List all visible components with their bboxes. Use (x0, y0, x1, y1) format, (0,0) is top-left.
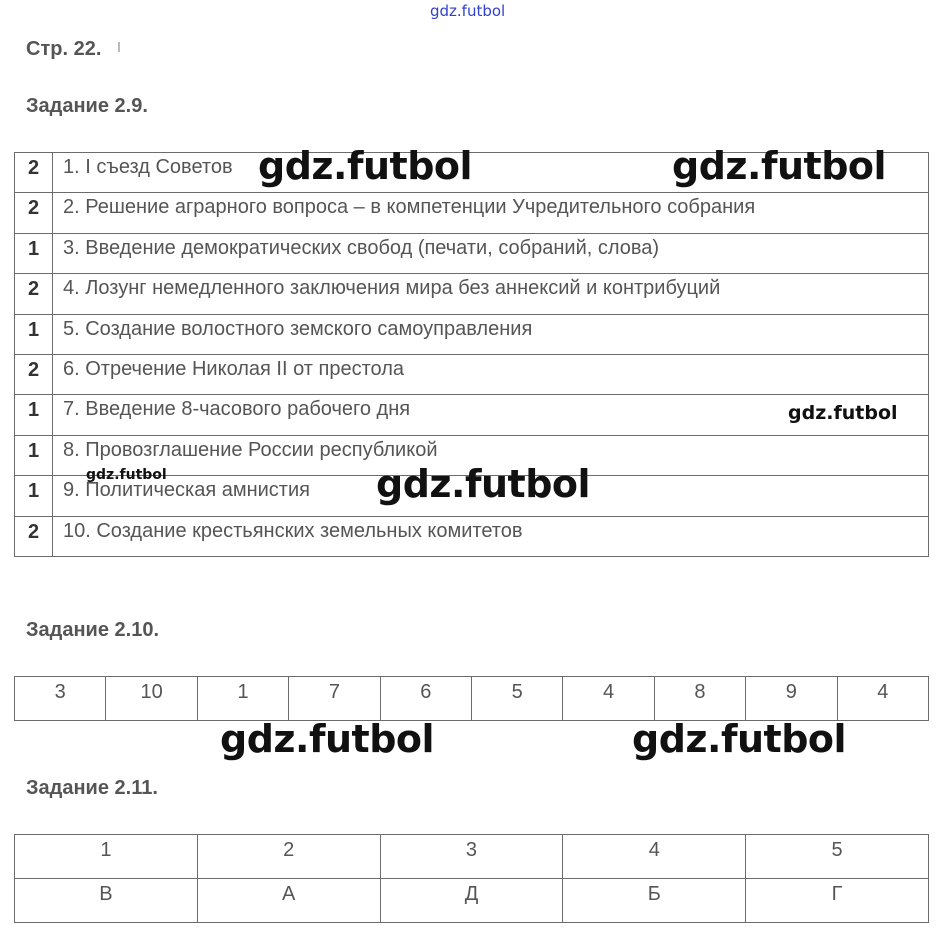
watermark: gdz.futbol (672, 144, 887, 188)
table-row (15, 314, 929, 354)
sequence-cell: 6 (380, 677, 471, 721)
scan-speck (118, 42, 120, 52)
task-2-9-heading: Задание 2.9. (26, 95, 148, 117)
watermark: gdz.futbol (632, 717, 847, 761)
answer-number: 1 (15, 476, 53, 516)
sequence-cell: 5 (472, 677, 563, 721)
match-number-cell: 5 (746, 835, 929, 879)
answer-number: 2 (15, 516, 53, 556)
sequence-cell: 8 (654, 677, 745, 721)
match-letter-cell: В (15, 879, 198, 923)
statement-text: 9. Политическая амнистия (53, 476, 929, 516)
watermark: gdz.futbol (258, 144, 473, 188)
statement-text: 5. Создание волостного земского самоуправления (53, 314, 929, 354)
answer-number: 2 (15, 354, 53, 394)
match-number-cell: 1 (15, 835, 198, 879)
answer-number: 2 (15, 193, 53, 233)
sequence-cell: 7 (289, 677, 380, 721)
table-row-numbers (15, 835, 929, 879)
statement-text: 10. Создание крестьянских земельных комитетов (53, 516, 929, 556)
watermark: gdz.futbol (376, 462, 591, 506)
statement-text: 4. Лозунг немедленного заключения мира без аннексий и контрибуций (53, 274, 929, 314)
match-number-cell: 2 (197, 835, 380, 879)
statement-text: 6. Отречение Николая II от престола (53, 354, 929, 394)
match-letter-cell: Б (563, 879, 746, 923)
answer-number: 1 (15, 233, 53, 273)
statement-text: 1. I съезд Советов (53, 153, 929, 193)
answer-number: 1 (15, 314, 53, 354)
answer-number: 2 (15, 153, 53, 193)
table-row (15, 233, 929, 273)
task-2-10-heading: Задание 2.10. (26, 619, 160, 641)
table-row (15, 677, 929, 721)
match-letter-cell: Д (380, 879, 563, 923)
task-2-10-table (14, 676, 929, 721)
task-2-11-heading: Задание 2.11. (26, 777, 158, 799)
statement-text: 2. Решение аграрного вопроса – в компетенции Учредительного собрания (53, 193, 929, 233)
sequence-cell: 10 (106, 677, 198, 721)
task-2-11-table (14, 834, 929, 923)
match-letter-cell: А (197, 879, 380, 923)
watermark: gdz.futbol (220, 717, 435, 761)
sequence-cell: 1 (197, 677, 288, 721)
statement-text: 3. Введение демократических свобод (печати, собраний, слова) (53, 233, 929, 273)
sequence-cell: 9 (746, 677, 837, 721)
page-reference: Стр. 22. (26, 38, 102, 60)
match-letter-cell: Г (746, 879, 929, 923)
answer-number: 1 (15, 435, 53, 475)
sequence-cell: 4 (563, 677, 654, 721)
answer-number: 1 (15, 395, 53, 435)
table-row (15, 274, 929, 314)
statement-text: 8. Провозглашение России республикой (53, 435, 929, 475)
statement-text: 7. Введение 8-часового рабочего дня (53, 395, 929, 435)
table-row-letters (15, 879, 929, 923)
watermark: gdz.futbol (788, 402, 898, 424)
site-watermark-top[interactable]: gdz.futbol (430, 2, 506, 20)
sequence-cell: 4 (837, 677, 928, 721)
sequence-cell: 3 (15, 677, 106, 721)
match-number-cell: 4 (563, 835, 746, 879)
table-row (15, 354, 929, 394)
table-row (15, 193, 929, 233)
table-row (15, 516, 929, 556)
match-number-cell: 3 (380, 835, 563, 879)
watermark: gdz.futbol (86, 467, 167, 483)
answer-number: 2 (15, 274, 53, 314)
